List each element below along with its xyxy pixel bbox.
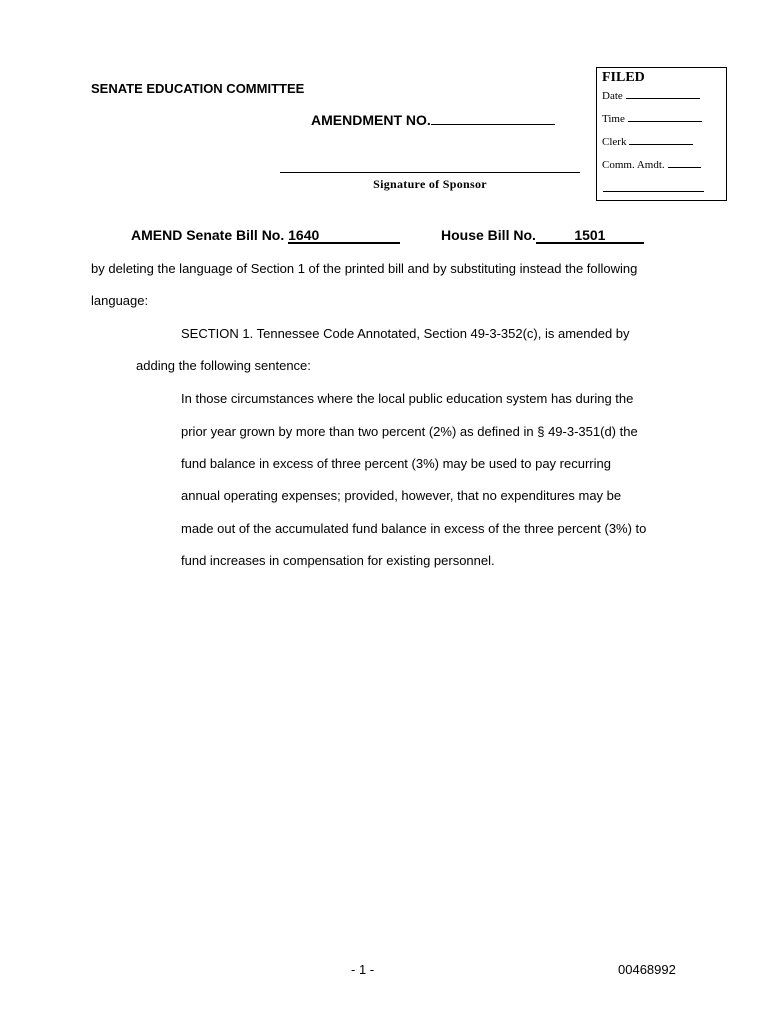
filed-comm-amdt-line bbox=[602, 158, 701, 171]
amendment-label: AMENDMENT NO. bbox=[311, 112, 431, 128]
quote-line: fund balance in excess of three percent (3%) may be used to pay recurring bbox=[181, 456, 611, 471]
intro-line-2: language: bbox=[91, 293, 149, 308]
amendment-number-blank bbox=[431, 112, 555, 125]
section-line-1: SECTION 1. Tennessee Code Annotated, Section 49-3-352(c), is amended by bbox=[181, 326, 630, 341]
filed-time-line bbox=[602, 112, 702, 125]
filed-time-label: Time bbox=[602, 113, 625, 125]
filed-clerk-blank bbox=[629, 135, 693, 145]
filed-clerk-line bbox=[602, 135, 693, 148]
intro-line-1: by deleting the language of Section 1 of the printed bill and by substituting instead the following bbox=[91, 261, 638, 276]
amendment-number bbox=[311, 112, 555, 128]
house-bill-label: House Bill No. bbox=[441, 227, 536, 243]
page-number: - 1 - bbox=[351, 962, 375, 977]
filed-date-blank bbox=[626, 89, 700, 99]
filed-comm-amdt-label: Comm. Amdt. bbox=[602, 159, 665, 171]
house-bill-number: 1501 bbox=[536, 228, 644, 244]
house-bill-row bbox=[441, 227, 644, 244]
signature-label: Signature of Sponsor bbox=[373, 177, 487, 191]
senate-bill-row bbox=[131, 227, 400, 244]
section-line-2: adding the following sentence: bbox=[136, 358, 311, 373]
filed-date-line bbox=[602, 89, 700, 102]
quote-line: fund increases in compensation for existing personnel. bbox=[181, 553, 495, 568]
filed-title: FILED bbox=[602, 70, 645, 85]
committee-title: SENATE EDUCATION COMMITTEE bbox=[91, 81, 305, 96]
filed-extra-line bbox=[603, 191, 704, 192]
quote-line: In those circumstances where the local public education system has during the bbox=[181, 391, 634, 406]
document-code: 00468992 bbox=[618, 962, 676, 977]
filed-date-label: Date bbox=[602, 90, 623, 102]
filed-box bbox=[596, 67, 727, 201]
filed-time-blank bbox=[628, 112, 702, 122]
quote-line: made out of the accumulated fund balance in excess of the three percent (3%) to bbox=[181, 521, 647, 536]
quote-line: prior year grown by more than two percent (2%) as defined in § 49-3-351(d) the bbox=[181, 424, 638, 439]
filed-comm-amdt-blank bbox=[668, 158, 701, 168]
filed-clerk-label: Clerk bbox=[602, 136, 627, 148]
senate-bill-number: 1640 bbox=[288, 228, 400, 244]
senate-bill-label: AMEND Senate Bill No. bbox=[131, 227, 285, 243]
quote-line: annual operating expenses; provided, however, that no expenditures may be bbox=[181, 488, 622, 503]
signature-line bbox=[280, 172, 580, 173]
